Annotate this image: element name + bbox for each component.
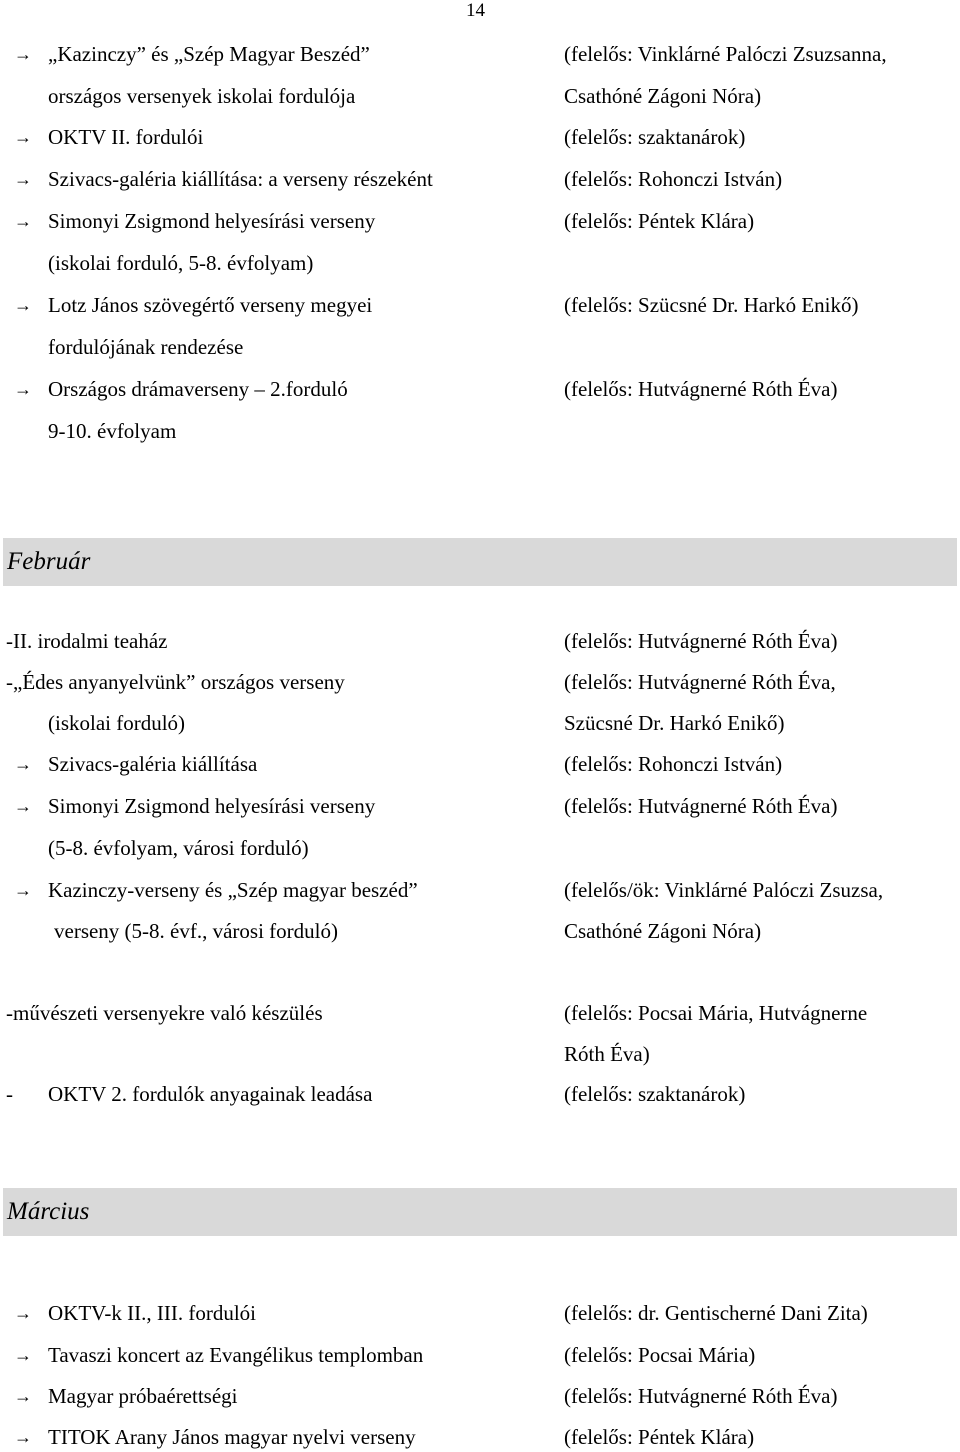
list-item [0,1039,960,1069]
section-title-marcius: Március [7,1198,90,1225]
item-text: fordulójának rendezése [48,335,244,359]
item-text: OKTV II. fordulói [48,125,204,149]
item-text: -II. irodalmi teaház [6,629,168,653]
arrow-bullet-icon: → [14,1345,32,1365]
item-text: Országos drámaverseny – 2.forduló [48,377,348,401]
responsible-text: (felelős: Hutvágnerné Róth Éva) [564,377,838,401]
list-item [0,1340,960,1370]
responsible-text: (felelős: Hutvágnerné Róth Éva) [564,1384,838,1408]
list-item [0,1079,960,1109]
item-text: Szivacs-galéria kiállítása [48,752,258,776]
responsible-text: (felelős: Szücsné Dr. Harkó Enikő) [564,293,859,317]
item-text: (iskolai forduló, 5-8. évfolyam) [48,251,314,275]
item-text: Magyar próbaérettségi [48,1384,238,1408]
responsible-text: (felelős: Rohonczi István) [564,167,783,191]
responsible-text: (felelős/ök: Vinklárné Palóczi Zsuzsa, [564,878,884,902]
list-item [0,998,960,1028]
list-item [0,667,960,697]
responsible-text: (felelős: Pocsai Mária) [564,1343,756,1367]
responsible-text: Szücsné Dr. Harkó Enikő) [564,711,785,735]
responsible-text: Csathóné Zágoni Nóra) [564,919,762,943]
arrow-bullet-icon: → [14,796,32,816]
item-text: OKTV-k II., III. fordulói [48,1301,257,1325]
list-item [0,1298,960,1328]
responsible-text: (felelős: Pocsai Mária, Hutvágnerne [564,1001,868,1025]
item-text: -művészeti versenyekre való készülés [6,1001,323,1025]
arrow-bullet-icon: → [14,211,32,231]
arrow-bullet-icon: → [14,295,32,315]
list-item [0,374,960,404]
list-item [0,791,960,821]
list-item [0,248,960,278]
page-number: 14 [466,0,485,21]
responsible-text: (felelős: Hutvágnerné Róth Éva, [564,670,836,694]
item-text-extra: OKTV 2. fordulók anyagainak leadása [48,1082,373,1106]
list-item [0,206,960,236]
list-item [0,916,960,946]
arrow-bullet-icon: → [14,169,32,189]
list-item [0,332,960,362]
arrow-bullet-icon: → [14,1427,32,1447]
section-title-februar: Február [7,548,91,575]
item-text: -„Édes anyanyelvünk” országos verseny [6,670,345,694]
responsible-text: (felelős: Vinklárné Palóczi Zsuzsanna, [564,42,887,66]
item-text: Tavaszi koncert az Evangélikus templomban [48,1343,424,1367]
list-item [0,1381,960,1411]
item-text: - [6,1082,13,1106]
item-text: országos versenyek iskolai fordulója [48,84,356,108]
arrow-bullet-icon: → [14,127,32,147]
responsible-text: Róth Éva) [564,1042,650,1066]
list-item [0,708,960,738]
item-text: 9-10. évfolyam [48,419,177,443]
list-item [0,833,960,863]
responsible-text: (felelős: Péntek Klára) [564,209,755,233]
responsible-text: (felelős: Péntek Klára) [564,1425,755,1449]
responsible-text: (felelős: Hutvágnerné Róth Éva) [564,794,838,818]
responsible-text: (felelős: szaktanárok) [564,125,746,149]
list-item [0,626,960,656]
responsible-text: (felelős: Hutvágnerné Róth Éva) [564,629,838,653]
arrow-bullet-icon: → [14,754,32,774]
responsible-text: (felelős: Rohonczi István) [564,752,783,776]
section-band-februar [3,538,957,586]
list-item [0,875,960,905]
item-text: Szivacs-galéria kiállítása: a verseny részeként [48,167,433,191]
arrow-bullet-icon: → [14,880,32,900]
item-text: (5-8. évfolyam, városi forduló) [48,836,309,860]
section-band-marcius [3,1188,957,1236]
responsible-text: (felelős: dr. Gentischerné Dani Zita) [564,1301,868,1325]
list-item [0,81,960,111]
item-text: „Kazinczy” és „Szép Magyar Beszéd” [48,42,370,66]
item-text: Lotz János szövegértő verseny megyei [48,293,373,317]
list-item [0,1422,960,1452]
item-text: Kazinczy-verseny és „Szép magyar beszéd” [48,878,418,902]
item-text: verseny (5-8. évf., városi forduló) [54,919,338,943]
arrow-bullet-icon: → [14,1303,32,1323]
list-item [0,749,960,779]
item-text: TITOK Arany János magyar nyelvi verseny [48,1425,416,1449]
item-text: Simonyi Zsigmond helyesírási verseny [48,209,376,233]
list-item [0,122,960,152]
item-text: (iskolai forduló) [48,711,186,735]
list-item [0,39,960,69]
responsible-text: Csathóné Zágoni Nóra) [564,84,762,108]
list-item [0,164,960,194]
item-text: Simonyi Zsigmond helyesírási verseny [48,794,376,818]
list-item [0,416,960,446]
arrow-bullet-icon: → [14,1386,32,1406]
responsible-text: (felelős: szaktanárok) [564,1082,746,1106]
list-item [0,290,960,320]
arrow-bullet-icon: → [14,379,32,399]
arrow-bullet-icon: → [14,44,32,64]
